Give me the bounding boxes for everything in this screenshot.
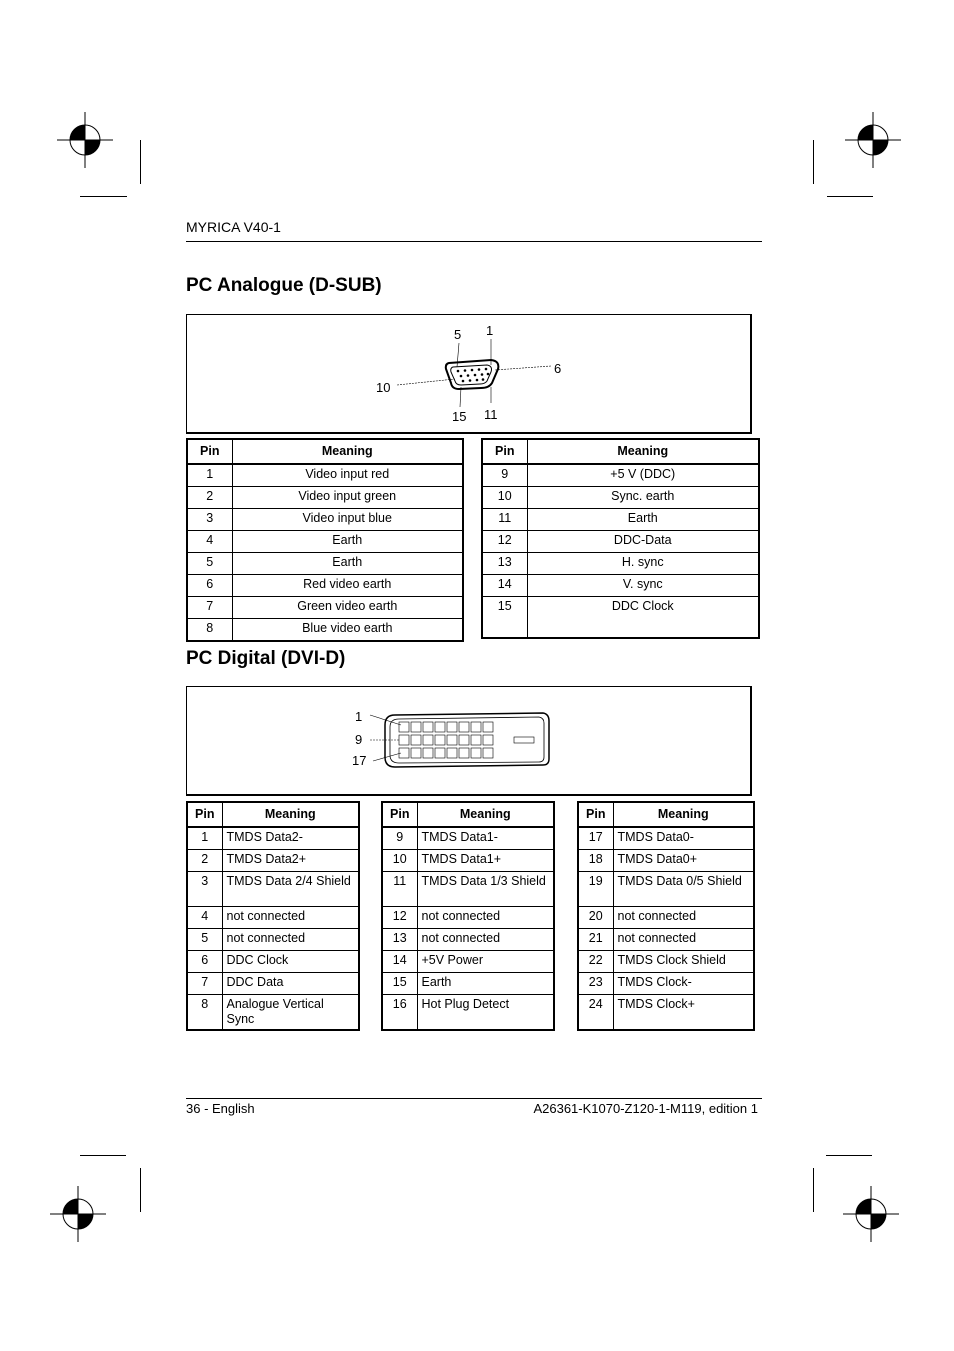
table-row: [187, 872, 359, 907]
pin-number: 7: [187, 597, 232, 619]
pin-meaning: TMDS Data1+: [417, 850, 554, 872]
pin-meaning: +5 V (DDC): [527, 464, 759, 487]
pin-meaning: DDC Clock: [222, 951, 359, 973]
table-row: [482, 509, 759, 531]
pin-meaning: Earth: [232, 531, 463, 553]
table-row: [187, 575, 463, 597]
dvi-connector-drawing: [187, 687, 751, 795]
dsub-pin-label: 10: [376, 380, 391, 395]
table-row: [187, 509, 463, 531]
crop-line: [813, 1168, 814, 1212]
table-row: [382, 929, 554, 951]
dsub-pin-label: 15: [452, 409, 467, 424]
pin-number: 9: [482, 464, 527, 487]
pin-meaning: not connected: [417, 907, 554, 929]
table-row: [187, 619, 463, 642]
pin-number: 11: [482, 509, 527, 531]
column-header: Pin: [187, 802, 222, 827]
pin-meaning: Video input green: [232, 487, 463, 509]
pin-meaning: TMDS Data 2/4 Shield: [222, 872, 359, 907]
registration-mark-bottom-right: [841, 1184, 901, 1244]
pin-meaning: Video input blue: [232, 509, 463, 531]
pin-number: 20: [578, 907, 613, 929]
pin-meaning: TMDS Data1-: [417, 827, 554, 850]
pin-meaning: TMDS Data 0/5 Shield: [613, 872, 754, 907]
registration-mark-top-right: [843, 110, 903, 170]
pin-meaning: TMDS Clock-: [613, 973, 754, 995]
table-row: [578, 973, 754, 995]
pin-number: 19: [578, 872, 613, 907]
pin-meaning: Red video earth: [232, 575, 463, 597]
column-header: Meaning: [613, 802, 754, 827]
pin-number: 8: [187, 995, 222, 1031]
section-title-analogue: PC Analogue (D-SUB): [186, 275, 382, 296]
table-row: [578, 951, 754, 973]
crop-line: [826, 1155, 872, 1156]
pin-number: 18: [578, 850, 613, 872]
pin-meaning: V. sync: [527, 575, 759, 597]
pin-number: 3: [187, 872, 222, 907]
pin-number: 5: [187, 929, 222, 951]
pin-number: 2: [187, 487, 232, 509]
pin-meaning: TMDS Data 1/3 Shield: [417, 872, 554, 907]
pin-meaning: TMDS Data0+: [613, 850, 754, 872]
pin-meaning: Analogue Vertical Sync: [222, 995, 359, 1031]
dvi-diagram: [186, 686, 752, 796]
pin-meaning: Sync. earth: [527, 487, 759, 509]
table-row: [187, 951, 359, 973]
dsub-pin-table-left: [186, 438, 464, 642]
table-row: [578, 850, 754, 872]
table-row: [382, 973, 554, 995]
column-header: Pin: [382, 802, 417, 827]
dvi-pin-label: 1: [355, 709, 363, 724]
column-header: Pin: [187, 439, 232, 464]
running-header: MYRICA V40-1: [186, 219, 281, 235]
footer-rule: [186, 1098, 762, 1099]
pin-number: 10: [382, 850, 417, 872]
dvi-pin-table-1: [186, 801, 360, 1031]
crop-line: [140, 1168, 141, 1212]
pin-meaning: TMDS Data2+: [222, 850, 359, 872]
dsub-pin-table-right: [481, 438, 760, 639]
table-row: [578, 995, 754, 1031]
pin-number: 21: [578, 929, 613, 951]
column-header: Meaning: [527, 439, 759, 464]
page-number: 36 - English: [186, 1101, 255, 1116]
pin-number: 14: [482, 575, 527, 597]
registration-mark-top-left: [55, 110, 115, 170]
table-row: [187, 907, 359, 929]
pin-number: 1: [187, 464, 232, 487]
dsub-pin-label: 1: [486, 323, 494, 338]
pin-number: 14: [382, 951, 417, 973]
pin-meaning: Earth: [232, 553, 463, 575]
table-row: [578, 929, 754, 951]
pin-meaning: not connected: [222, 907, 359, 929]
table-row: [382, 995, 554, 1031]
pin-meaning: DDC-Data: [527, 531, 759, 553]
table-row: [482, 553, 759, 575]
registration-mark-bottom-left: [48, 1184, 108, 1244]
pin-number: 6: [187, 951, 222, 973]
table-row: [382, 850, 554, 872]
table-row: [578, 907, 754, 929]
pin-meaning: Blue video earth: [232, 619, 463, 642]
table-row: [187, 827, 359, 850]
column-header: Pin: [482, 439, 527, 464]
dsub-pin-label: 11: [484, 407, 498, 422]
pin-meaning: not connected: [613, 907, 754, 929]
pin-meaning: TMDS Data2-: [222, 827, 359, 850]
pin-meaning: Video input red: [232, 464, 463, 487]
pin-meaning: not connected: [613, 929, 754, 951]
crop-line: [813, 140, 814, 184]
pin-meaning: DDC Clock: [527, 597, 759, 639]
crop-line: [140, 140, 141, 184]
pin-number: 24: [578, 995, 613, 1031]
pin-number: 1: [187, 827, 222, 850]
table-row: [578, 872, 754, 907]
pin-number: 16: [382, 995, 417, 1031]
table-row: [482, 575, 759, 597]
table-row: [187, 973, 359, 995]
pin-meaning: TMDS Data0-: [613, 827, 754, 850]
table-row: [382, 907, 554, 929]
table-row: [187, 929, 359, 951]
pin-meaning: TMDS Clock Shield: [613, 951, 754, 973]
table-row: [382, 951, 554, 973]
dsub-pin-label: 5: [454, 327, 462, 342]
pin-meaning: Green video earth: [232, 597, 463, 619]
table-row: [187, 995, 359, 1031]
column-header: Meaning: [232, 439, 463, 464]
pin-meaning: not connected: [222, 929, 359, 951]
crop-line: [80, 1155, 126, 1156]
pin-number: 13: [382, 929, 417, 951]
pin-meaning: not connected: [417, 929, 554, 951]
crop-line: [80, 196, 127, 197]
dvi-pin-table-2: [381, 801, 555, 1031]
pin-number: 11: [382, 872, 417, 907]
crop-line: [827, 196, 873, 197]
pin-meaning: TMDS Clock+: [613, 995, 754, 1031]
dsub-connector-drawing: [187, 315, 751, 433]
column-header: Pin: [578, 802, 613, 827]
table-row: [187, 531, 463, 553]
table-row: [187, 850, 359, 872]
pin-number: 15: [382, 973, 417, 995]
pin-meaning: Earth: [527, 509, 759, 531]
pin-number: 5: [187, 553, 232, 575]
pin-number: 10: [482, 487, 527, 509]
dsub-pin-label: 6: [554, 361, 562, 376]
table-row: [578, 827, 754, 850]
document-id: A26361-K1070-Z120-1-M119, edition 1: [533, 1101, 758, 1116]
dvi-pin-label: 9: [355, 732, 363, 747]
pin-number: 12: [482, 531, 527, 553]
pin-number: 13: [482, 553, 527, 575]
dsub-diagram: [186, 314, 752, 434]
pin-number: 15: [482, 597, 527, 639]
pin-number: 22: [578, 951, 613, 973]
pin-meaning: Hot Plug Detect: [417, 995, 554, 1031]
pin-number: 2: [187, 850, 222, 872]
column-header: Meaning: [222, 802, 359, 827]
table-row: [482, 487, 759, 509]
pin-number: 23: [578, 973, 613, 995]
table-row: [482, 531, 759, 553]
table-row: [382, 827, 554, 850]
pin-number: 4: [187, 907, 222, 929]
column-header: Meaning: [417, 802, 554, 827]
dvi-pin-label: 17: [352, 753, 367, 768]
pin-number: 12: [382, 907, 417, 929]
table-row: [482, 464, 759, 487]
pin-meaning: H. sync: [527, 553, 759, 575]
pin-number: 4: [187, 531, 232, 553]
table-row: [187, 487, 463, 509]
pin-meaning: Earth: [417, 973, 554, 995]
pin-number: 17: [578, 827, 613, 850]
table-row: [382, 872, 554, 907]
dvi-pin-table-3: [577, 801, 755, 1031]
section-title-digital: PC Digital (DVI-D): [186, 648, 346, 669]
table-row: [187, 553, 463, 575]
pin-meaning: DDC Data: [222, 973, 359, 995]
pin-number: 8: [187, 619, 232, 642]
pin-number: 9: [382, 827, 417, 850]
pin-number: 6: [187, 575, 232, 597]
header-rule: [186, 241, 762, 242]
pin-number: 7: [187, 973, 222, 995]
pin-number: 3: [187, 509, 232, 531]
pin-meaning: +5V Power: [417, 951, 554, 973]
table-row: [187, 597, 463, 619]
table-row: [187, 464, 463, 487]
table-row: [482, 597, 759, 639]
